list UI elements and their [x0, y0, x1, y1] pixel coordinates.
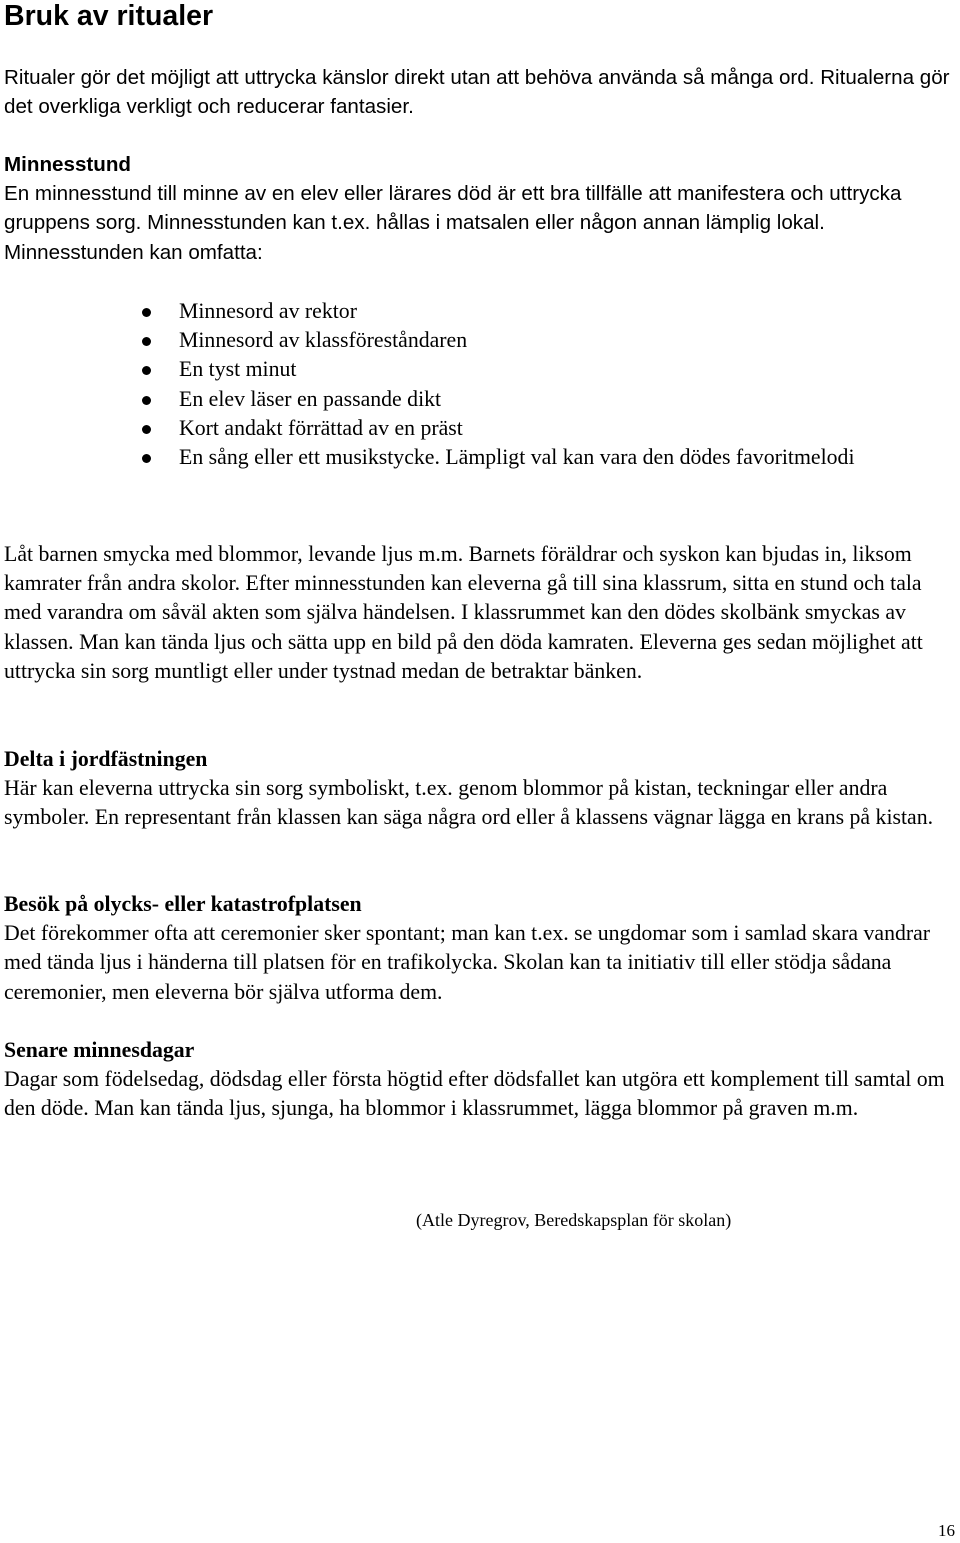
page-title: Bruk av ritualer: [4, 0, 214, 32]
list-item: En sång eller ett musikstycke. Lämpligt val kan vara den dödes favoritmelodi: [0, 443, 879, 472]
minnesstund-section: [4, 150, 959, 267]
bullet-icon: [142, 454, 151, 463]
jordfastning-section: [4, 745, 959, 833]
list-item: Kort andakt förrättad av en präst: [0, 414, 879, 443]
olycksplats-section: [4, 890, 959, 1007]
minnesstund-list: [0, 297, 960, 472]
bullet-icon: [142, 337, 151, 346]
minnesdagar-heading: Senare minnesdagar: [4, 1038, 195, 1062]
bullet-icon: [142, 308, 151, 317]
minnesstund-after-paragraph: Låt barnen smycka med blommor, levande ljus m.m. Barnets föräldrar och syskon kan bjudas in, liksom kamrater från andra skolor. Efter minnesstunden kan eleverna gå till sina klassrum, sitta en stund och tala med varandra om såväl akten som själva händelsen. I klassrummet kan den dödes skolbänk smyckas av klassen. Man kan tända ljus och sätta upp en bild på den döda kamraten. Eleverna ges sedan möjlighet att uttrycka sin sorg muntligt eller under tystnad medan de betraktar bänken.: [4, 542, 923, 683]
list-item: Minnesord av klassföreståndaren: [0, 326, 879, 355]
list-item: En tyst minut: [0, 355, 879, 384]
minnesdagar-section: [4, 1036, 959, 1124]
bullet-icon: [142, 425, 151, 434]
olycksplats-text: Det förekommer ofta att ceremonier sker spontant; man kan t.ex. se ungdomar som i samlad skara vandrar med tända ljus i händerna till platsen för en trafikolycka. Skolan kan ta initiativ till eller stödja sådana ceremonier, men eleverna bör själva utforma dem.: [4, 921, 931, 1004]
list-item: En elev läser en passande dikt: [0, 385, 879, 414]
page-number: 16: [938, 1521, 955, 1540]
bullet-icon: [142, 396, 151, 405]
jordfastning-text: Här kan eleverna uttrycka sin sorg symboliskt, t.ex. genom blommor på kistan, teckningar eller andra symboler. En representant från klassen kan säga några ord eller å klassens vägnar lägga en krans på kistan.: [4, 776, 934, 830]
citation: (Atle Dyregrov, Beredskapsplan för skolan): [416, 1210, 732, 1230]
list-item: Minnesord av rektor: [0, 297, 879, 326]
olycksplats-heading: Besök på olycks- eller katastrofplatsen: [4, 892, 362, 916]
minnesdagar-text: Dagar som födelsedag, dödsdag eller första högtid efter dödsfallet kan utgöra ett komplement till samtal om den döde. Man kan tända ljus, sjunga, ha blommor i klassrummet, lägga blommor på graven m.m.: [4, 1067, 945, 1121]
jordfastning-heading: Delta i jordfästningen: [4, 747, 208, 771]
bullet-icon: [142, 366, 151, 375]
minnesstund-text: En minnesstund till minne av en elev eller lärares död är ett bra tillfälle att manifestera och uttrycka gruppens sorg. Minnesstunden kan t.ex. hållas i matsalen eller någon annan lämplig lokal. Minnesstunden kan omfatta:: [4, 182, 902, 264]
intro-paragraph: Ritualer gör det möjligt att uttrycka känslor direkt utan att behöva använda så många ord. Ritualerna gör det overkliga verkligt och reducerar fantasier.: [4, 66, 950, 119]
minnesstund-heading: Minnesstund: [4, 153, 131, 176]
